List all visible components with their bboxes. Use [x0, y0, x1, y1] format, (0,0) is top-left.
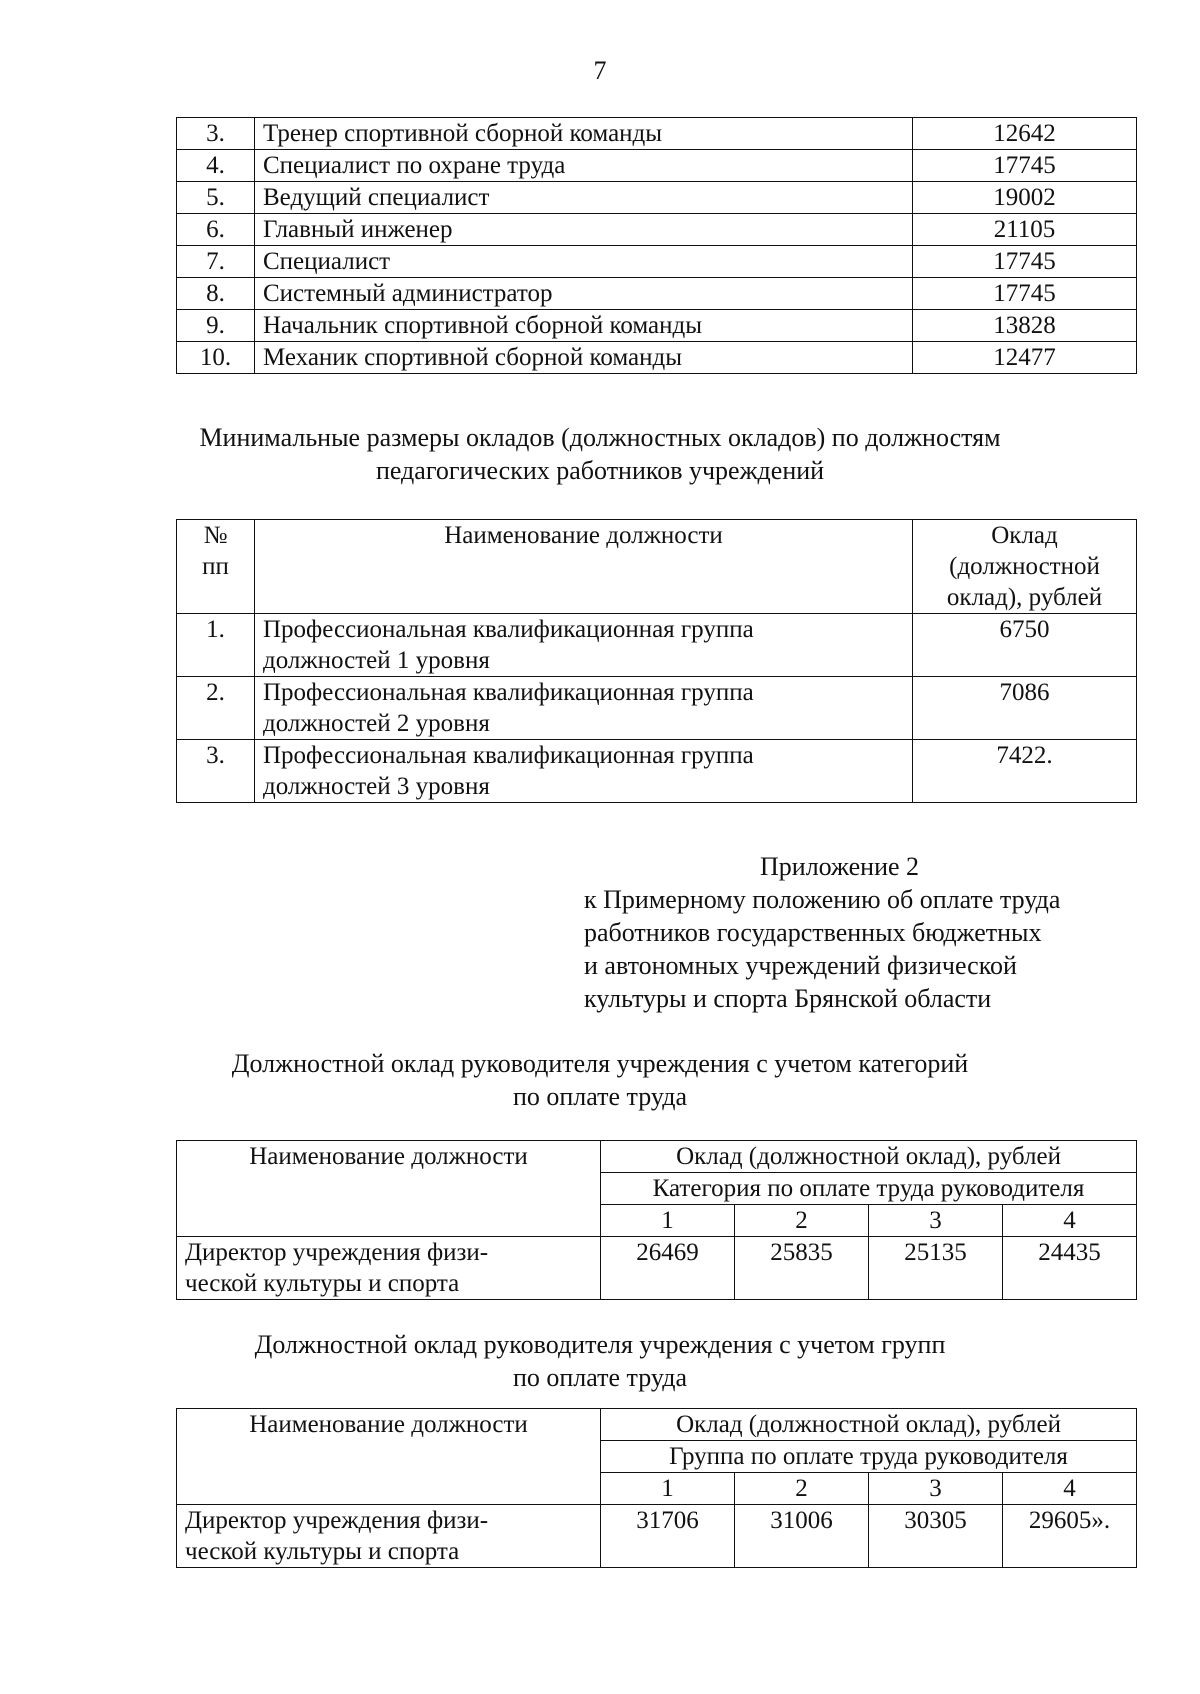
section-heading-pedagogical [0, 421, 1200, 487]
position-name: Специалист [255, 246, 913, 278]
position-name: Специалист по охране труда [255, 150, 913, 182]
heading-line: по оплате труда [512, 1082, 688, 1111]
table-row [177, 1505, 1137, 1568]
salary-value: 25835 [735, 1237, 869, 1300]
position-name: Профессиональная квалификационная группа должностей 1 уровня [255, 614, 913, 677]
heading-line: Должностной оклад руководителя учреждения с учетом групп [254, 1330, 946, 1359]
row-number: 3. [177, 740, 255, 803]
table-row [177, 614, 1137, 677]
group-number: 1 [601, 1473, 735, 1505]
salary-value: 17745 [913, 246, 1137, 278]
group-number: 2 [735, 1473, 869, 1505]
header-position-name: Наименование должности [177, 1141, 601, 1237]
salary-value: 12477 [913, 342, 1137, 374]
salary-value: 17745 [913, 278, 1137, 310]
table-row [177, 310, 1137, 342]
row-number: 10. [177, 342, 255, 374]
header-salary: Оклад (должностной оклад), рублей [601, 1409, 1137, 1441]
table-header-row [177, 520, 1137, 614]
salary-value: 17745 [913, 150, 1137, 182]
salary-value: 6750 [913, 614, 1137, 677]
row-number: 7. [177, 246, 255, 278]
appendix-line: к Примерному положению об оплате труда [584, 885, 1061, 914]
category-number: 4 [1003, 1205, 1137, 1237]
page-number: 7 [593, 56, 607, 85]
position-name: Механик спортивной сборной команды [255, 342, 913, 374]
salary-value: 25135 [869, 1237, 1003, 1300]
salary-value: 12642 [913, 118, 1137, 150]
row-number: 2. [177, 677, 255, 740]
position-name: Директор учреждения физи- ческой культуры и спорта [177, 1505, 601, 1568]
header-salary: Оклад (должностной оклад), рублей [913, 520, 1137, 614]
salary-value: 24435 [1003, 1237, 1137, 1300]
header-position-name: Наименование должности [255, 520, 913, 614]
appendix-block [584, 850, 1184, 1015]
category-number: 1 [601, 1205, 735, 1237]
table-row [177, 342, 1137, 374]
positions-table-continued [176, 117, 1137, 374]
salary-value: 19002 [913, 182, 1137, 214]
category-number: 2 [735, 1205, 869, 1237]
salary-value: 31706 [601, 1505, 735, 1568]
position-name: Ведущий специалист [255, 182, 913, 214]
pedagogical-salary-table [176, 519, 1137, 803]
position-name: Начальник спортивной сборной команды [255, 310, 913, 342]
table-row [177, 214, 1137, 246]
row-number: 3. [177, 118, 255, 150]
table-row [177, 278, 1137, 310]
row-number: 9. [177, 310, 255, 342]
appendix-line: и автономных учреждений физической [584, 951, 1017, 980]
table-row [177, 740, 1137, 803]
salary-value: 13828 [913, 310, 1137, 342]
header-number: № пп [177, 520, 255, 614]
director-salary-by-group-table [176, 1408, 1137, 1568]
row-number: 5. [177, 182, 255, 214]
header-salary: Оклад (должностной оклад), рублей [601, 1141, 1137, 1173]
category-number: 3 [869, 1205, 1003, 1237]
header-position-name: Наименование должности [177, 1409, 601, 1505]
position-name: Системный администратор [255, 278, 913, 310]
appendix-line: культуры и спорта Брянской области [584, 984, 992, 1013]
row-number: 6. [177, 214, 255, 246]
salary-value: 7086 [913, 677, 1137, 740]
table-row [177, 150, 1137, 182]
position-name: Тренер спортивной сборной команды [255, 118, 913, 150]
heading-line: по оплате труда [512, 1363, 688, 1392]
table-row [177, 182, 1137, 214]
header-category: Категория по оплате труда руководителя [601, 1173, 1137, 1205]
position-name: Директор учреждения физи- ческой культуры и спорта [177, 1237, 601, 1300]
table-row [177, 118, 1137, 150]
section-heading-categories [0, 1047, 1200, 1113]
table-row [177, 677, 1137, 740]
row-number: 8. [177, 278, 255, 310]
salary-value: 21105 [913, 214, 1137, 246]
group-number: 3 [869, 1473, 1003, 1505]
row-number: 1. [177, 614, 255, 677]
row-number: 4. [177, 150, 255, 182]
heading-line: Должностной оклад руководителя учреждения с учетом категорий [231, 1049, 969, 1078]
header-group: Группа по оплате труда руководителя [601, 1441, 1137, 1473]
table-row [177, 246, 1137, 278]
salary-value: 31006 [735, 1505, 869, 1568]
heading-line: педагогических работников учреждений [375, 456, 825, 485]
appendix-title: Приложение 2 [760, 852, 920, 881]
section-heading-groups [0, 1328, 1200, 1394]
salary-value: 26469 [601, 1237, 735, 1300]
salary-value: 7422. [913, 740, 1137, 803]
salary-value: 29605». [1003, 1505, 1137, 1568]
appendix-line: работников государственных бюджетных [584, 918, 1042, 947]
table-row [177, 1237, 1137, 1300]
heading-line: Минимальные размеры окладов (должностных окладов) по должностям [199, 423, 1001, 452]
position-name: Профессиональная квалификационная группа должностей 3 уровня [255, 740, 913, 803]
director-salary-by-category-table [176, 1140, 1137, 1300]
group-number: 4 [1003, 1473, 1137, 1505]
position-name: Профессиональная квалификационная группа должностей 2 уровня [255, 677, 913, 740]
salary-value: 30305 [869, 1505, 1003, 1568]
position-name: Главный инженер [255, 214, 913, 246]
